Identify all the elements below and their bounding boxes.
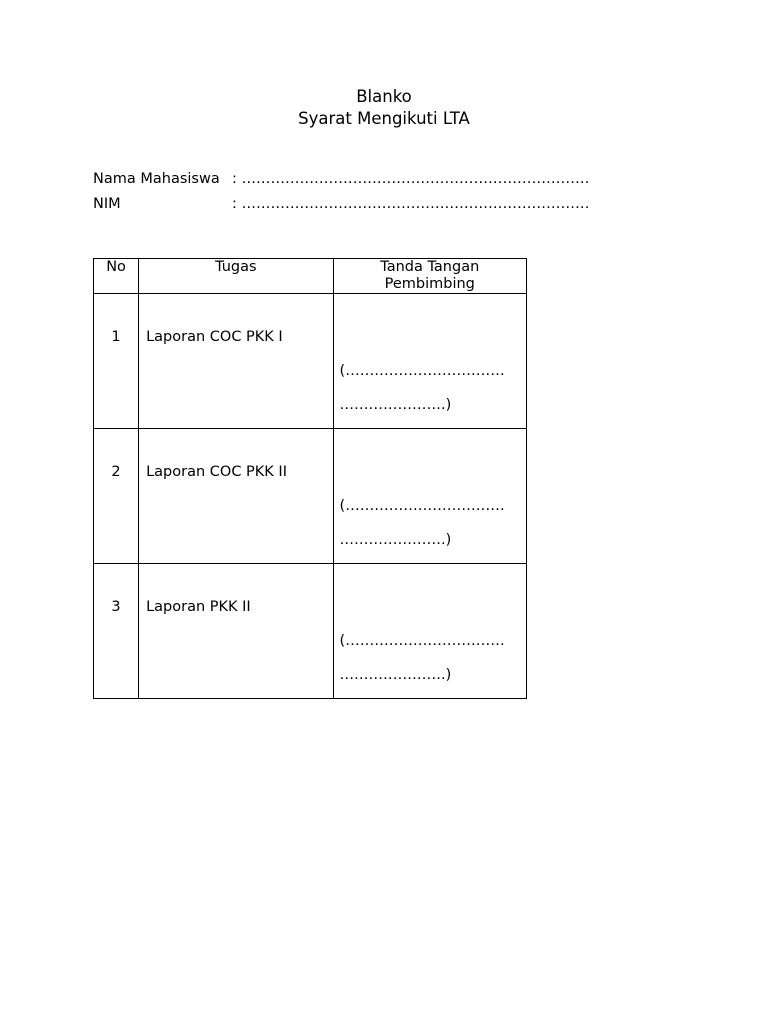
header-signature-line1: Tanda Tangan [380,259,480,275]
student-name-value: : ……………………………………………………………… [232,171,590,187]
row-number-cell [94,294,139,429]
signature-line-close: ………………….) [339,532,452,548]
table-row [94,564,527,699]
signature-cell [333,294,526,429]
nim-value: : ……………………………………………………………… [232,196,590,212]
header-signature [333,259,526,294]
row-number: 1 [111,329,121,345]
task-name: Laporan COC PKK II [146,464,287,480]
table-header-row [94,259,527,294]
signature-cell [333,429,526,564]
row-number-cell [94,564,139,699]
nim-label: NIM [93,196,121,212]
document-title: Blanko [356,87,412,106]
task-name: Laporan PKK II [146,599,251,615]
signature-line-open: (…………………………… [339,363,505,379]
requirements-table [93,258,527,699]
signature-line-close: ………………….) [339,397,452,413]
document-subtitle: Syarat Mengikuti LTA [298,109,470,128]
header-no: No [94,259,139,294]
row-number: 3 [111,599,121,615]
row-number-cell [94,429,139,564]
row-number: 2 [111,464,121,480]
task-cell [139,564,333,699]
task-cell [139,294,333,429]
student-name-label: Nama Mahasiswa [93,171,220,187]
task-name: Laporan COC PKK I [146,329,283,345]
signature-line-close: ………………….) [339,667,452,683]
task-cell [139,429,333,564]
table-row [94,294,527,429]
signature-line-open: (…………………………… [339,633,505,649]
header-signature-line2: Pembimbing [384,276,475,292]
signature-line-open: (…………………………… [339,498,505,514]
signature-cell [333,564,526,699]
table-row [94,429,527,564]
header-task: Tugas [139,259,333,294]
